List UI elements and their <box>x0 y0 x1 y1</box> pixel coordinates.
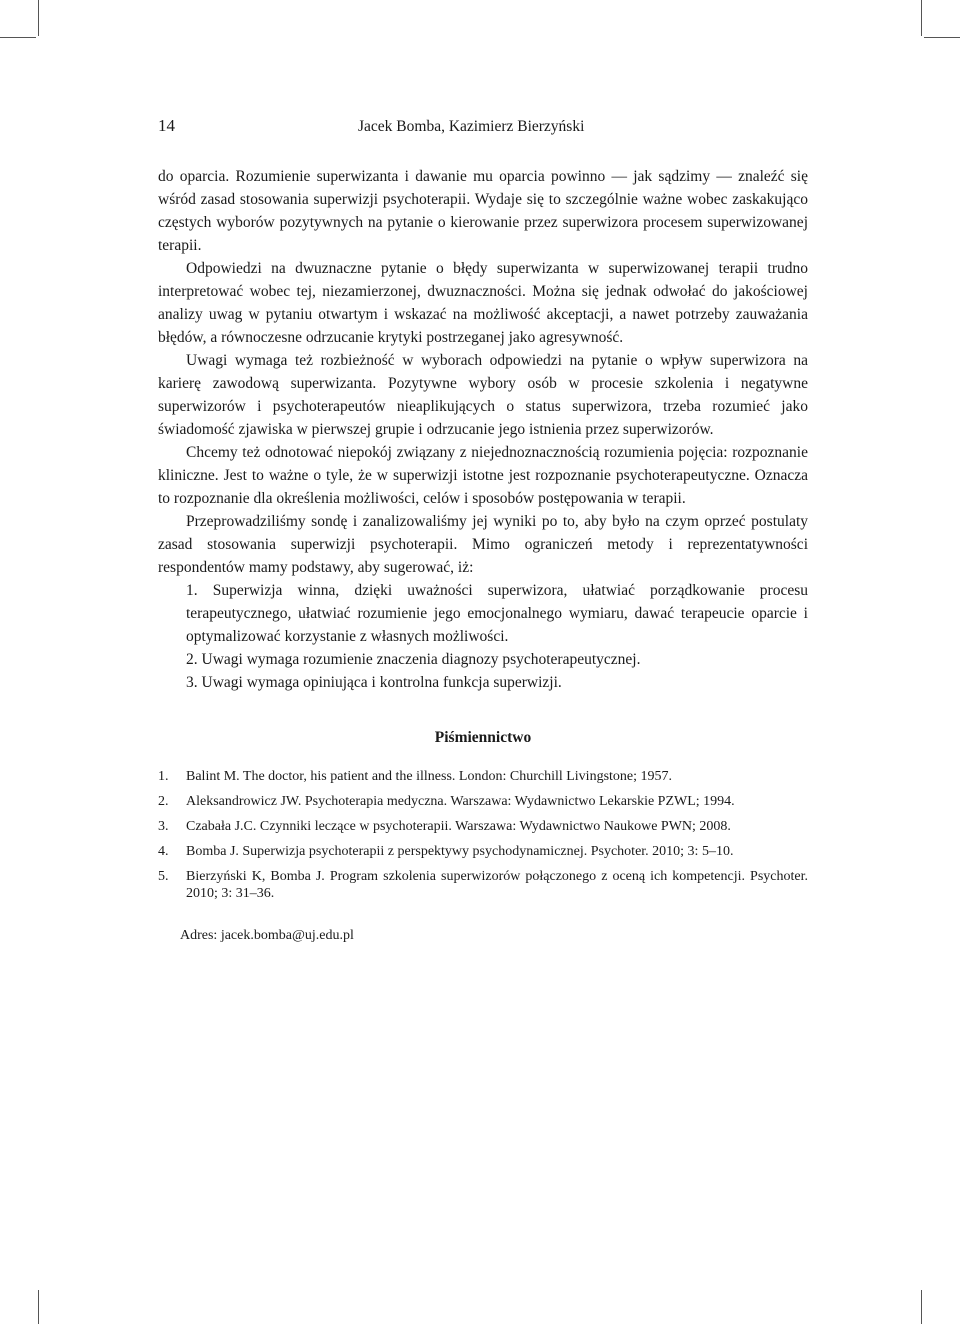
paragraph: Uwagi wymaga też rozbieżność w wyborach odpowiedzi na pytanie o wpływ superwizora na karierę zawodową superwizanta. Pozytywne wybory osób w procesie szkolenia i negatywne superwizorów i psychoterapeutów nieaplikujących o status superwizora, trzeba rozumieć jako świadomość zjawiska w pierwszej grupie i odrzucanie jego istnienia przez superwizorów. <box>158 352 808 438</box>
reference-item <box>158 818 808 835</box>
paragraph: Odpowiedzi na dwuznaczne pytanie o błędy superwizanta w superwizowanej terapii trudno interpretować wobec tej, niezamierzonej, dwuznaczności. Można się jednak odwołać do jakościowej analizy uwag w pytaniu otwartym i wskazać na możliwość akceptacji, a nawet potrzeby zauważania błędów, a równoczesne odrzucanie krytyki postrzeganej jako agresywność. <box>158 260 808 346</box>
running-head-authors: Jacek Bomba, Kazimierz Bierzyński <box>358 118 585 135</box>
conclusion-item: 1. Superwizja winna, dzięki uważności superwizora, ułatwiać porządkowanie procesu terapeutycznego, ułatwiać rozumienie jego emocjonalnego wymiaru, dawać terapeucie oparcie i optymalizować korzystanie z własnych możliwości. <box>186 582 808 645</box>
page-header <box>158 116 808 140</box>
reference-item <box>158 793 808 810</box>
reference-text: Czabała J.C. Czynniki leczące w psychoterapii. Warszawa: Wydawnictwo Naukowe PWN; 2008. <box>186 819 731 834</box>
correspondence-address: Adres: jacek.bomba@uj.edu.pl <box>180 928 354 943</box>
paragraph: do oparcia. Rozumienie superwizanta i dawanie mu oparcia powinno — jak sądzimy — znaleźć się wśród zasad stosowania superwizji psychoterapii. Wydaje się to szczególnie ważne wobec zaskakująco częstych wyborów pozytywnych na pytanie o kierowanie przez superwizora procesem superwizowanej terapii. <box>158 168 808 254</box>
crop-mark-top-right <box>921 0 922 36</box>
reference-number: 1. <box>158 769 169 784</box>
conclusion-item: 3. Uwagi wymaga opiniująca i kontrolna funkcja superwizji. <box>186 674 562 691</box>
crop-mark-bottom-left <box>38 1290 39 1324</box>
paragraph: Przeprowadziliśmy sondę i zanalizowaliśmy jej wyniki po to, aby było na czym oprzeć postulaty zasad stosowania superwizji psychoterapii. Mimo ograniczeń metody i reprezentatywności respondentów mamy podstawy, aby sugerować, iż: <box>158 513 808 576</box>
reference-text: Bomba J. Superwizja psychoterapii z perspektywy psychodynamicznej. Psychoter. 2010; 3: 5–10. <box>186 844 734 859</box>
reference-number: 5. <box>158 869 169 884</box>
reference-text: Aleksandrowicz JW. Psychoterapia medyczna. Warszawa: Wydawnictwo Lekarskie PZWL; 1994. <box>186 794 735 809</box>
crop-mark-top-left <box>38 0 39 36</box>
conclusion-item: 2. Uwagi wymaga rozumienie znaczenia diagnozy psychoterapeutycznej. <box>186 651 641 668</box>
article-body <box>158 165 808 947</box>
references-heading: Piśmiennictwo <box>434 729 532 746</box>
reference-number: 2. <box>158 794 169 809</box>
paragraph: Chcemy też odnotować niepokój związany z niejednoznacznością rozumienia pojęcia: rozpoznanie kliniczne. Jest to ważne o tyle, że w superwizji istotne jest rozpoznanie psychoterapeutyczne. Oznacza to rozpoznanie dla określenia możliwości, celów i sposobów postępowania w terapii. <box>158 444 808 507</box>
crop-mark-bottom-right <box>921 1290 922 1324</box>
reference-item <box>158 768 808 785</box>
reference-item <box>158 868 808 902</box>
conclusions-list <box>158 579 808 694</box>
references-list <box>158 768 808 902</box>
reference-text: Bierzyński K, Bomba J. Program szkolenia superwizorów połączonego z oceną ich kompetencji. Psychoter. 2010; 3: 31–36. <box>186 869 808 901</box>
reference-number: 4. <box>158 844 169 859</box>
crop-mark-top-right-horizontal <box>924 37 960 38</box>
reference-item <box>158 843 808 860</box>
reference-number: 3. <box>158 819 169 834</box>
page-number: 14 <box>158 116 175 135</box>
reference-text: Balint M. The doctor, his patient and the illness. London: Churchill Livingstone; 1957. <box>186 769 673 784</box>
crop-mark-top-left-horizontal <box>0 37 36 38</box>
